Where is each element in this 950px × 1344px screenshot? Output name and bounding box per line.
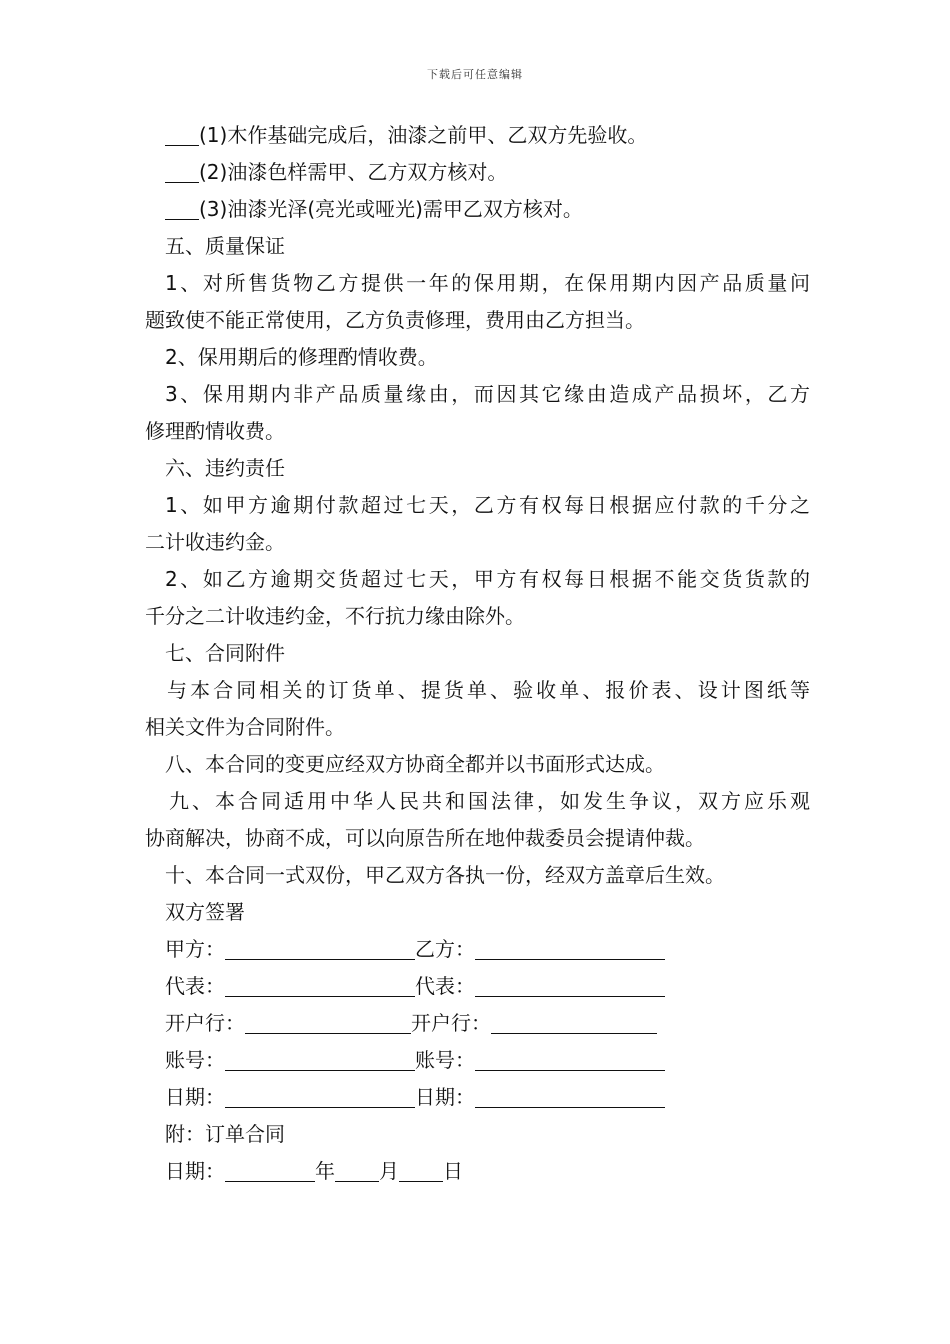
paragraph-6-2-line-2: 千分之二计收违约金，不行抗力缘由除外。 (145, 604, 525, 628)
account-b-blank[interactable] (475, 1046, 665, 1071)
section-9-line-2: 协商解决，协商不成，可以向原告所在地仲裁委员会提请仲裁。 (145, 826, 705, 850)
bank-a-label: 开户行： (165, 1011, 245, 1035)
month-blank[interactable] (335, 1157, 379, 1182)
paragraph-7-line-1: 与本合同相关的订货单、提货单、验收单、报价表、设计图纸等 (167, 678, 810, 702)
section-10: 十、本合同一式双份，甲乙双方各执一份，经双方盖章后生效。 (165, 863, 725, 887)
signature-row-account (145, 1042, 810, 1079)
paragraph-5-1-line-2: 题致使不能正常使用，乙方负责修理，费用由乙方担当。 (145, 308, 645, 332)
paragraph-5-3-line-1: 3、保用期内非产品质量缘由，而因其它缘由造成产品损坏，乙方 (165, 382, 810, 406)
paragraph-6-2-line-1: 2、如乙方逾期交货超过七天，甲方有权每日根据不能交货货款的 (165, 567, 810, 591)
section-heading-5: 五、质量保证 (165, 234, 285, 258)
blank-line (165, 121, 199, 146)
day-label: 日 (443, 1159, 463, 1183)
blank-line (165, 158, 199, 183)
signature-row-date (145, 1079, 810, 1116)
date-b-blank[interactable] (475, 1083, 665, 1108)
year-label: 年 (315, 1159, 335, 1183)
signature-row-rep (145, 968, 810, 1005)
rep-a-label: 代表： (165, 974, 225, 998)
paragraph-5-3-line-2: 修理酌情收费。 (145, 419, 285, 443)
date-b-label: 日期： (415, 1085, 475, 1109)
section-8: 八、本合同的变更应经双方协商全都并以书面形式达成。 (165, 752, 665, 776)
bank-a-blank[interactable] (245, 1009, 411, 1034)
account-a-blank[interactable] (225, 1046, 415, 1071)
date-a-blank[interactable] (225, 1083, 415, 1108)
party-b-blank[interactable] (475, 935, 665, 960)
clause-item-2: (2)油漆色样需甲、乙方双方核对。 (145, 154, 810, 191)
paragraph-6-1-line-1: 1、如甲方逾期付款超过七天，乙方有权每日根据应付款的千分之 (165, 493, 810, 517)
paragraph-6-1-line-2: 二计收违约金。 (145, 530, 285, 554)
bank-b-label: 开户行： (411, 1011, 491, 1035)
page-header: 下载后可任意编辑 (427, 68, 523, 81)
bank-b-blank[interactable] (491, 1009, 657, 1034)
appendix-date-row (145, 1153, 810, 1190)
blank-line (165, 195, 199, 220)
account-b-label: 账号： (415, 1048, 475, 1072)
paragraph-7-line-2: 相关文件为合同附件。 (145, 715, 345, 739)
paragraph-5-2: 2、保用期后的修理酌情收费。 (165, 345, 438, 369)
day-blank[interactable] (399, 1157, 443, 1182)
rep-b-blank[interactable] (475, 972, 665, 997)
signature-row-bank (145, 1005, 810, 1042)
rep-a-blank[interactable] (225, 972, 415, 997)
section-heading-7: 七、合同附件 (165, 641, 285, 665)
year-blank[interactable] (225, 1157, 315, 1182)
section-heading-6: 六、违约责任 (165, 456, 285, 480)
party-a-blank[interactable] (225, 935, 415, 960)
month-label: 月 (379, 1159, 399, 1183)
clause-item-3: (3)油漆光泽(亮光或哑光)需甲乙双方核对。 (145, 191, 810, 228)
party-b-label: 乙方： (415, 937, 475, 961)
signature-title: 双方签署 (165, 900, 245, 924)
signature-row-party (145, 931, 810, 968)
date-a-label: 日期： (165, 1085, 225, 1109)
paragraph-5-1-line-1: 1、对所售货物乙方提供一年的保用期，在保用期内因产品质量问 (165, 271, 810, 295)
appendix-date-label: 日期： (165, 1159, 225, 1183)
party-a-label: 甲方： (165, 937, 225, 961)
account-a-label: 账号： (165, 1048, 225, 1072)
appendix-label: 附：订单合同 (165, 1122, 285, 1146)
clause-item-1: (1)木作基础完成后，油漆之前甲、乙双方先验收。 (145, 117, 810, 154)
section-9-line-1: 九、本合同适用中华人民共和国法律，如发生争议，双方应乐观 (169, 789, 810, 813)
contract-body (145, 117, 810, 1190)
rep-b-label: 代表： (415, 974, 475, 998)
